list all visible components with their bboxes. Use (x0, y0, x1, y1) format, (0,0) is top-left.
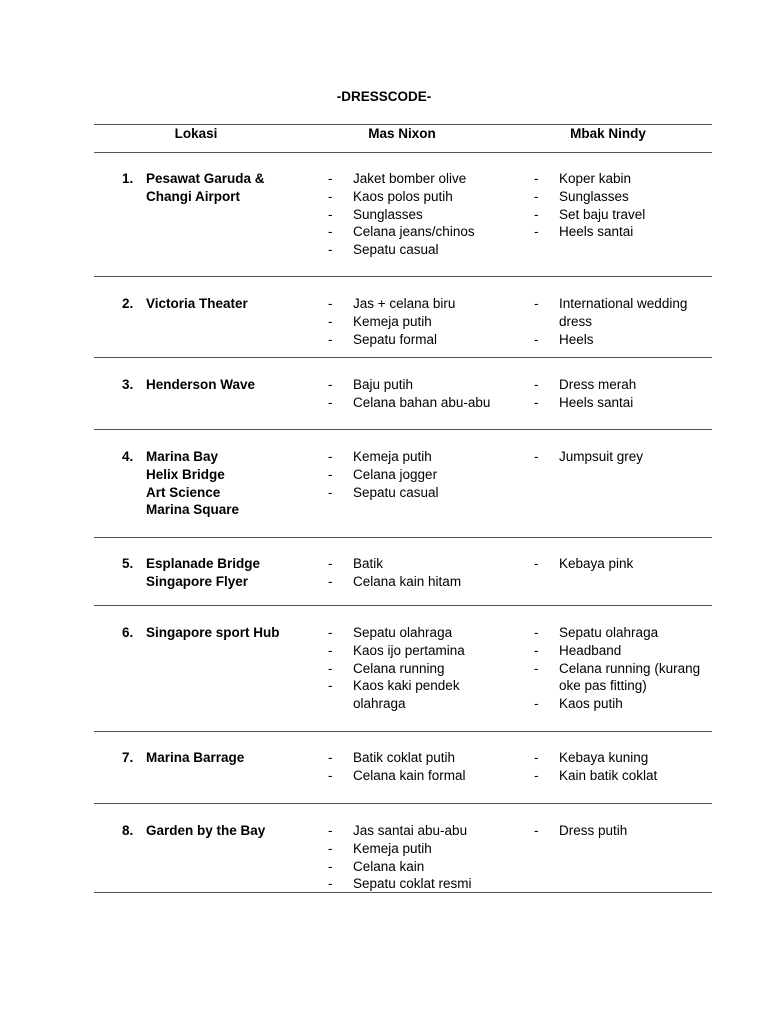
row-number: 4. (122, 449, 134, 464)
row-separator-rule (94, 429, 712, 430)
outfit-item-text: Celana running (353, 660, 445, 676)
outfit-item (534, 188, 714, 206)
location-line: Marina Square (146, 502, 240, 518)
mas-nixon-outfit-list (328, 822, 508, 893)
mas-nixon-outfit-list (328, 555, 508, 591)
location-line: Changi Airport (146, 188, 240, 204)
outfit-item-text: Batik coklat putih (353, 750, 456, 765)
bullet-dash: - (328, 823, 333, 838)
outfit-item-text: Baju putih (353, 377, 414, 392)
document-title: -DRESSCODE- (336, 89, 432, 104)
location-cell (146, 170, 316, 206)
mbak-nindy-outfit-list (534, 749, 714, 785)
outfit-item-text: Set baju travel (559, 206, 646, 222)
row-separator-rule (94, 537, 712, 538)
bullet-dash: - (534, 224, 539, 240)
mbak-nindy-outfit-list (534, 376, 714, 412)
outfit-item (328, 624, 508, 642)
outfit-item (328, 331, 508, 349)
location-line: Marina Barrage (146, 750, 245, 765)
outfit-item-text: Headband (559, 642, 622, 658)
outfit-item-text: Sepatu olahraga (559, 625, 659, 640)
outfit-item (328, 448, 508, 466)
location-line: Singapore sport Hub (146, 625, 280, 640)
outfit-item-text: International wedding dress (559, 296, 688, 329)
location-cell (146, 448, 316, 519)
mbak-nindy-outfit-list (534, 448, 714, 466)
header-location: Lokasi (174, 126, 218, 141)
outfit-item-text: Sunglasses (353, 206, 423, 222)
bullet-dash: - (534, 171, 539, 186)
bullet-dash: - (534, 767, 539, 783)
bullet-dash: - (328, 767, 333, 783)
mas-nixon-outfit-list (328, 448, 508, 501)
outfit-item (328, 767, 508, 785)
bullet-dash: - (328, 678, 333, 694)
bullet-dash: - (328, 750, 333, 765)
row-separator-rule (94, 731, 712, 732)
outfit-item-text: Sepatu casual (353, 242, 439, 258)
outfit-item-text: Heels santai (559, 224, 634, 240)
location-line: Esplanade Bridge (146, 556, 261, 571)
header-mas-nixon: Mas Nixon (368, 126, 436, 141)
bullet-dash: - (534, 206, 539, 222)
outfit-item-text: Jaket bomber olive (353, 171, 467, 186)
outfit-item (328, 749, 508, 767)
bullet-dash: - (328, 642, 333, 658)
bullet-dash: - (534, 750, 539, 765)
bullet-dash: - (534, 296, 539, 311)
bullet-dash: - (328, 331, 333, 347)
mas-nixon-outfit-list (328, 376, 508, 412)
outfit-item (534, 642, 714, 660)
outfit-item-text: Sunglasses (559, 188, 629, 204)
bullet-dash: - (328, 188, 333, 204)
header-mbak-nindy: Mbak Nindy (570, 126, 646, 141)
location-cell (146, 822, 316, 840)
location-cell (146, 295, 316, 313)
location-line: Victoria Theater (146, 296, 248, 311)
outfit-item (534, 376, 714, 394)
outfit-item (328, 188, 508, 206)
bullet-dash: - (328, 242, 333, 258)
outfit-item-text: Sepatu casual (353, 484, 439, 500)
outfit-item (534, 295, 714, 331)
outfit-item (328, 858, 508, 876)
mbak-nindy-outfit-list (534, 555, 714, 573)
outfit-item-text: Dress putih (559, 823, 628, 838)
bullet-dash: - (534, 823, 539, 838)
bullet-dash: - (328, 660, 333, 676)
outfit-item (328, 875, 508, 893)
outfit-item (534, 206, 714, 224)
bullet-dash: - (328, 206, 333, 222)
outfit-item-text: Dress merah (559, 377, 637, 392)
location-line: Singapore Flyer (146, 573, 249, 589)
bullet-dash: - (534, 642, 539, 658)
outfit-item-text: Celana running (kurang oke pas fitting) (559, 660, 701, 694)
outfit-item-text: Jas santai abu-abu (353, 823, 468, 838)
row-separator-rule (94, 276, 712, 277)
outfit-item (328, 376, 508, 394)
bullet-dash: - (534, 449, 539, 464)
mas-nixon-outfit-list (328, 295, 508, 348)
row-separator-rule (94, 803, 712, 804)
outfit-item (328, 466, 508, 484)
outfit-item-text: Kemeja putih (353, 840, 432, 856)
bullet-dash: - (328, 876, 333, 892)
location-line: Marina Bay (146, 449, 219, 464)
mas-nixon-outfit-list (328, 170, 508, 259)
row-separator-rule (94, 892, 712, 893)
outfit-item (534, 555, 714, 573)
mbak-nindy-outfit-list (534, 170, 714, 241)
outfit-item (534, 624, 714, 642)
outfit-item (328, 295, 508, 313)
bullet-dash: - (328, 840, 333, 856)
bullet-dash: - (328, 171, 333, 186)
outfit-item-text: Sepatu coklat resmi (353, 876, 472, 892)
bullet-dash: - (534, 188, 539, 204)
row-number: 1. (122, 171, 134, 186)
row-number: 7. (122, 750, 134, 765)
location-cell (146, 749, 316, 767)
location-line: Henderson Wave (146, 377, 256, 392)
bullet-dash: - (534, 394, 539, 410)
row-separator-rule (94, 605, 712, 606)
outfit-item (534, 660, 714, 696)
outfit-item-text: Celana jeans/chinos (353, 224, 475, 240)
outfit-item-text: Sepatu olahraga (353, 625, 453, 640)
location-cell (146, 555, 316, 591)
outfit-item (534, 170, 714, 188)
outfit-item-text: Kaos polos putih (353, 188, 453, 204)
outfit-item-text: Kaos ijo pertamina (353, 642, 465, 658)
bullet-dash: - (328, 377, 333, 392)
bullet-dash: - (534, 660, 539, 676)
row-number: 5. (122, 556, 134, 571)
mbak-nindy-outfit-list (534, 295, 714, 348)
outfit-item (328, 555, 508, 573)
location-line: Pesawat Garuda & (146, 171, 265, 186)
bullet-dash: - (328, 858, 333, 874)
outfit-item-text: Celana kain hitam (353, 573, 462, 589)
outfit-item (534, 331, 714, 349)
bullet-dash: - (328, 313, 333, 329)
bullet-dash: - (328, 484, 333, 500)
outfit-item (328, 206, 508, 224)
row-number: 6. (122, 625, 134, 640)
outfit-item (328, 642, 508, 660)
outfit-item (328, 677, 508, 713)
bullet-dash: - (328, 449, 333, 464)
bullet-dash: - (328, 556, 333, 571)
mas-nixon-outfit-list (328, 749, 508, 785)
bullet-dash: - (534, 556, 539, 571)
mbak-nindy-outfit-list (534, 624, 714, 713)
outfit-item-text: Kebaya pink (559, 556, 634, 571)
outfit-item (534, 822, 714, 840)
outfit-item-text: Kaos kaki pendek olahraga (353, 678, 460, 712)
bullet-dash: - (328, 394, 333, 410)
outfit-item (534, 695, 714, 713)
outfit-item-text: Kaos putih (559, 696, 623, 712)
outfit-item (328, 840, 508, 858)
location-line: Art Science (146, 484, 221, 500)
outfit-item-text: Celana jogger (353, 466, 438, 482)
location-cell (146, 376, 316, 394)
outfit-item (328, 573, 508, 591)
outfit-item-text: Kain batik coklat (559, 767, 658, 783)
outfit-item-text: Jumpsuit grey (559, 449, 644, 464)
bullet-dash: - (534, 625, 539, 640)
outfit-item (328, 484, 508, 502)
outfit-item (328, 394, 508, 412)
outfit-item (534, 394, 714, 412)
bullet-dash: - (328, 224, 333, 240)
outfit-item-text: Kemeja putih (353, 449, 432, 464)
location-cell (146, 624, 316, 642)
outfit-item (328, 223, 508, 241)
location-line: Helix Bridge (146, 466, 225, 482)
outfit-item-text: Kebaya kuning (559, 750, 649, 765)
outfit-item-text: Kemeja putih (353, 313, 432, 329)
outfit-item (534, 448, 714, 466)
mas-nixon-outfit-list (328, 624, 508, 713)
outfit-item (328, 170, 508, 188)
bullet-dash: - (328, 625, 333, 640)
outfit-item (328, 822, 508, 840)
outfit-item (534, 749, 714, 767)
row-number: 8. (122, 823, 134, 838)
outfit-item-text: Heels santai (559, 394, 634, 410)
outfit-item-text: Celana bahan abu-abu (353, 394, 491, 410)
row-separator-rule (94, 357, 712, 358)
outfit-item (328, 660, 508, 678)
outfit-item-text: Koper kabin (559, 171, 632, 186)
bullet-dash: - (328, 466, 333, 482)
outfit-item-text: Batik (353, 556, 384, 571)
bullet-dash: - (534, 696, 539, 712)
bullet-dash: - (328, 296, 333, 311)
outfit-item (534, 767, 714, 785)
bullet-dash: - (328, 573, 333, 589)
row-number: 3. (122, 377, 134, 392)
bullet-dash: - (534, 331, 539, 347)
outfit-item (328, 313, 508, 331)
outfit-item-text: Sepatu formal (353, 331, 438, 347)
row-number: 2. (122, 296, 134, 311)
mbak-nindy-outfit-list (534, 822, 714, 840)
outfit-item-text: Celana kain formal (353, 767, 466, 783)
bullet-dash: - (534, 377, 539, 392)
location-line: Garden by the Bay (146, 823, 266, 838)
outfit-item-text: Jas + celana biru (353, 296, 456, 311)
header-bottom-rule (94, 152, 712, 153)
outfit-item-text: Heels (559, 331, 594, 347)
outfit-item-text: Celana kain (353, 858, 425, 874)
outfit-item (328, 241, 508, 259)
outfit-item (534, 223, 714, 241)
